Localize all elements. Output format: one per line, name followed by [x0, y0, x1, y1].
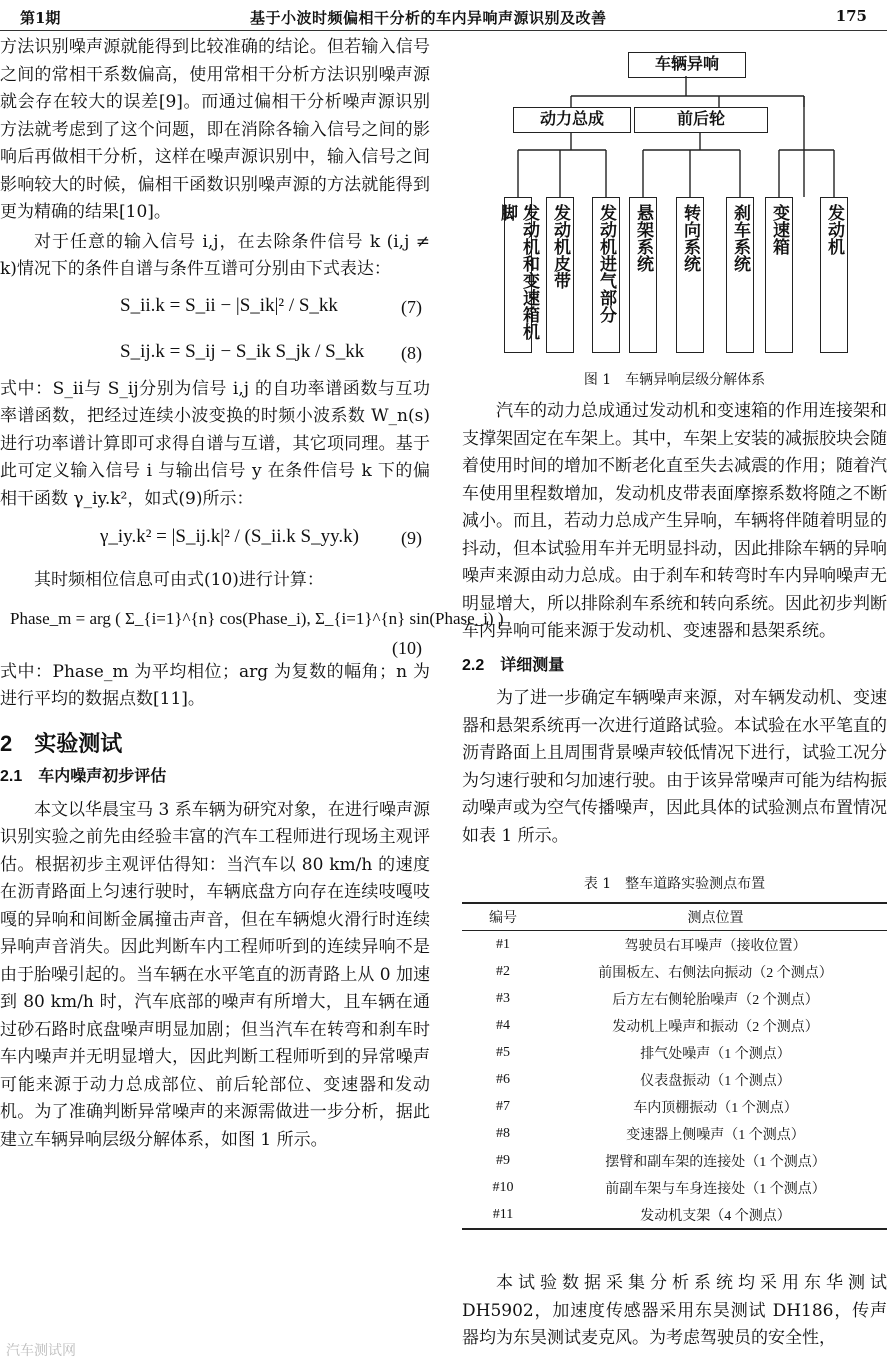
row-number-cell: #9 — [496, 1152, 510, 1168]
figure-leaf-node: 发动机进气部分 — [592, 197, 620, 353]
row-number-cell: #8 — [496, 1125, 510, 1141]
position-cell: 前围板左、右侧法向振动（2 个测点） — [598, 965, 833, 981]
figure-root-node: 车辆异响 — [628, 52, 746, 78]
figure-leaf-node: 转向系统 — [676, 197, 704, 353]
row-number-cell: #3 — [496, 990, 510, 1006]
issue-number: 第1期 — [20, 9, 61, 27]
measurement-points-table — [462, 902, 887, 1230]
equation-body: S_ij.k = S_ij − S_ik S_jk / S_kk — [120, 340, 365, 362]
paragraph: 汽车的动力总成通过发动机和变速箱的作用连接架和支撑架固定在车架上。其中，车架上安装的减振胶块会随着使用时间的增加不断老化直至失去减震的作用；随着汽车使用里程数增加，发动机皮带表面摩擦系数将随之不断减小。而且，若动力总成产生异响，车辆将伴随着明显的抖动，但本试验用车并无明显抖动，因此排除车辆的异响噪声来源由动力总成。由于刹车和转弯时车内异响噪声无明显增大，所以排除刹车系统和转向系统。因此初步判断车内异响可能来源于发动机、变速器和悬架系统。 — [462, 401, 887, 641]
right-column-bottom — [462, 1270, 887, 1353]
table-row — [462, 1174, 887, 1201]
paragraph: 本文以华晨宝马 3 系车辆为研究对象，在进行噪声源识别实验之前先由经验丰富的汽车工程师进行现场主观评估。根据初步主观评估得知：当汽车以 80 km/h 的速度在沥青路面上匀速行驶时，车辆底盘方向存在连续吱嘎吱嘎的异响和间断金属撞击声音，但在车辆熄火滑行时连续异响声音消失。因此判断车内工程师听到的连续异响不是由于胎噪引起的。当车辆在水平笔直的沥青路上从 0 加速到 80 km/h 时，汽车底部的噪声有所增大，且车辆在通过砂石路时底盘噪声明显加剧；但当汽车在转弯和刹车时车内噪声并无明显增大，因此判断工程师听到的异常噪声可能来源于动力总成部位、前后轮部位、变速器和发动机。为了准确判断异常噪声的来源需做进一步分析，据此建立车辆异响层级分解体系，如图 1 所示。 — [0, 799, 430, 1150]
equation-number: (9) — [401, 528, 422, 548]
paragraph: 式中：Phase_m 为平均相位；arg 为复数的幅角；n 为进行平均的数据点数[11]。 — [0, 661, 430, 709]
paragraph: 本试验数据采集分析系统均采用东华测试 DH5902，加速度传感器采用东昊测试 DH186，传声器均为东昊测试麦克风。为考虑驾驶员的安全性， — [462, 1273, 887, 1348]
row-number-cell: #6 — [496, 1071, 510, 1087]
table-row — [462, 1066, 887, 1093]
position-cell: 排气处噪声（1 个测点） — [640, 1046, 791, 1062]
equation-number: (7) — [401, 296, 422, 317]
paragraph: 其时频相位信息可由式(10)进行计算： — [34, 570, 324, 590]
position-cell: 车内顶棚振动（1 个测点） — [633, 1100, 798, 1116]
equation-body: S_ii.k = S_ii − |S_ik|² / S_kk — [120, 294, 338, 316]
figure-group-node: 动力总成 — [513, 107, 631, 133]
figure-leaf-node: 发动机和变速箱机脚 — [504, 197, 532, 353]
table-row — [462, 1093, 887, 1120]
table-row — [462, 1012, 887, 1039]
equation-number: (8) — [401, 342, 422, 363]
position-cell: 仪表盘振动（1 个测点） — [640, 1073, 791, 1089]
table-header-row — [462, 903, 887, 931]
figure-caption: 图 1 车辆异响层级分解体系 — [583, 372, 766, 388]
figure-leaf-node: 变速箱 — [765, 197, 793, 353]
paragraph: 方法识别噪声源就能得到比较准确的结论。但若输入信号之间的常相干系数偏高，使用常相干分析方法识别噪声源就会存在较大的误差[9]。而通过偏相干分析噪声源识别方法就考虑到了这个问题，即在消除各输入信号之间的影响后再做相干分析，这样在噪声源识别中，输入信号之间影响较大的时候，偏相干函数识别噪声源的方法就能得到更为精确的结果[10]。 — [0, 37, 430, 222]
subsection-heading: 2.2 详细测量 — [462, 656, 565, 674]
figure-leaf-node: 发动机皮带 — [546, 197, 574, 353]
paragraph: 对于任意的输入信号 i,j，在去除条件信号 k (i,j ≠ k)情况下的条件自谱与条件互谱可分别由下式表达： — [0, 231, 430, 279]
running-title: 基于小波时频偏相干分析的车内异响声源识别及改善 — [250, 9, 607, 27]
position-cell: 摆臂和副车架的连接处（1 个测点） — [605, 1154, 826, 1170]
figure-group-node: 前后轮 — [634, 107, 768, 133]
figure-leaf-node: 刹车系统 — [726, 197, 754, 353]
position-cell: 前副车架与车身连接处（1 个测点） — [605, 1181, 826, 1197]
equation-body: Phase_m = arg ( Σ_{i=1}^{n} cos(Phase_i), Σ_{i=1}^{n} sin(Phase_i) ) — [10, 608, 504, 628]
right-column — [462, 398, 887, 850]
equation-10 — [0, 599, 504, 659]
table-row — [462, 1147, 887, 1174]
equation-9 — [0, 521, 430, 567]
table-row — [462, 931, 887, 959]
table-row — [462, 1039, 887, 1066]
subsection-heading: 2.1 车内噪声初步评估 — [0, 768, 167, 785]
row-number-cell: #4 — [496, 1017, 510, 1033]
equation-body: γ_iy.k² = |S_ij.k|² / (S_ii.k S_yy.k) — [100, 526, 359, 547]
position-cell: 发动机支架（4 个测点） — [544, 1201, 887, 1229]
row-number-cell: #1 — [496, 936, 510, 952]
paragraph: 式中：S_ii与 S_ij分别为信号 i,j 的自功率谱函数与互功率谱函数，把经过连续小波变换的时频小波系数 W_n(s) 进行功率谱计算即可求得自谱与互谱，其它项同理。基于此可定义输入信号 i 与输出信号 y 在条件信号 k 下的偏相干函数 γ_iy.k²，如式(9)所示： — [0, 378, 430, 509]
table-row — [462, 1201, 887, 1229]
page-number: 175 — [835, 7, 867, 25]
table-row — [462, 985, 887, 1012]
figure-leaf-node: 发动机 — [820, 197, 848, 353]
watermark: 汽车测试网 — [6, 1342, 76, 1358]
table-header-cell: 编号 — [462, 903, 544, 931]
table-header-cell: 测点位置 — [544, 903, 887, 931]
position-cell: 驾驶员右耳噪声（接收位置） — [624, 938, 807, 954]
row-number-cell: #7 — [496, 1098, 510, 1114]
row-number-cell: #11 — [462, 1201, 544, 1229]
position-cell: 变速器上侧噪声（1 个测点） — [626, 1127, 805, 1143]
paragraph: 为了进一步确定车辆噪声来源，对车辆发动机、变速器和悬架系统再一次进行道路试验。本试验在水平笔直的沥青路面上且周围背景噪声较低情况下进行，试验工况分为匀速行驶和匀加速行驶。由于该异常噪声可能为结构振动噪声或为空气传播噪声，因此具体的试验测点布置情况如表 1 所示。 — [462, 688, 887, 846]
position-cell: 后方左右侧轮胎噪声（2 个测点） — [612, 992, 819, 1008]
row-number-cell: #2 — [496, 963, 510, 979]
figure-leaf-node: 悬架系统 — [629, 197, 657, 353]
section-heading: 2 实验测试 — [0, 730, 123, 756]
table-row — [462, 1120, 887, 1147]
table-caption: 表 1 整车道路实验测点布置 — [583, 876, 766, 892]
equation-number: (10) — [392, 637, 422, 658]
position-cell: 发动机上噪声和振动（2 个测点） — [612, 1019, 819, 1035]
table-row — [462, 958, 887, 985]
row-number-cell: #5 — [496, 1044, 510, 1060]
row-number-cell: #10 — [492, 1179, 514, 1195]
